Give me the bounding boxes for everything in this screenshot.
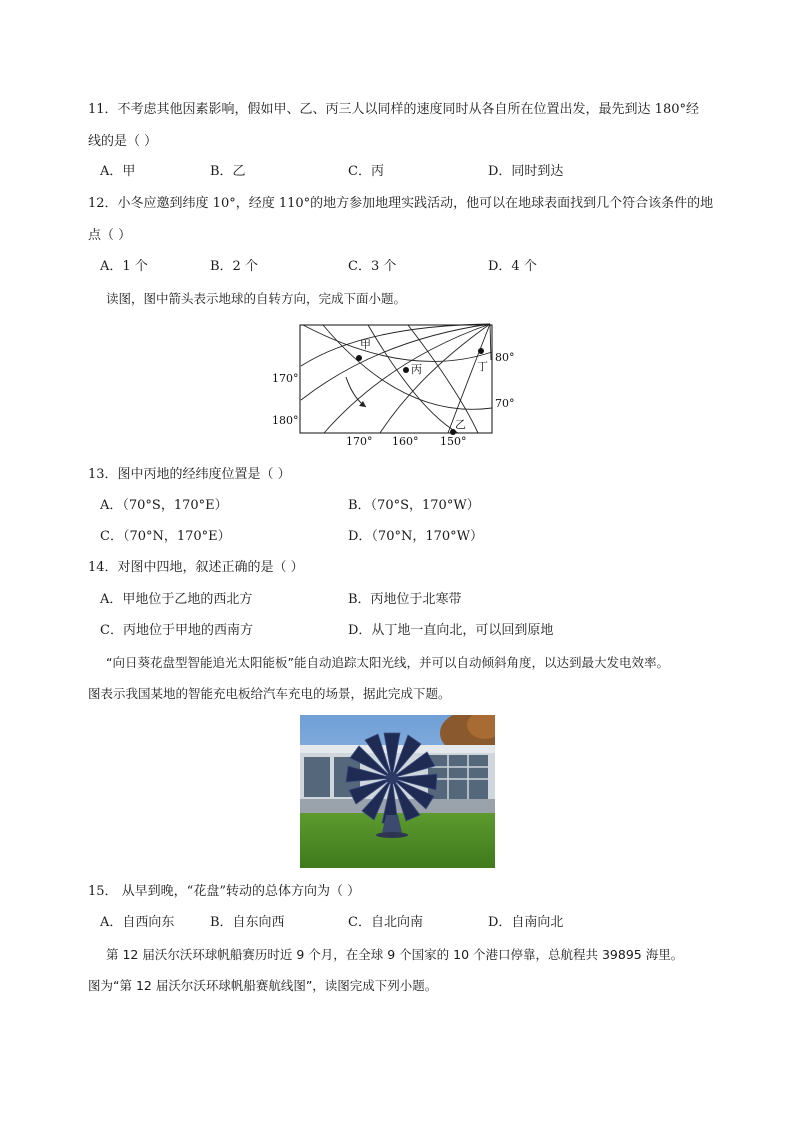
solar-intro-line1: “向日葵花盘型智能追光太阳能板”能自动追踪太阳光线，并可以自动倾斜角度，以达到最大发电效率。 bbox=[106, 655, 669, 670]
q12-option-c: C．3 个 bbox=[348, 259, 397, 274]
point-jia bbox=[356, 355, 362, 361]
q12-option-b: B．2 个 bbox=[210, 259, 258, 274]
q13-option-d: D．（70°N，170°W） bbox=[348, 529, 484, 544]
q12-stem-line2: 点（ ） bbox=[88, 228, 132, 243]
q14-stem: 14．对图中四地，叙述正确的是（ ） bbox=[88, 560, 304, 575]
q15-option-c: C．自北向南 bbox=[348, 915, 423, 930]
q11-stem-line1: 11．不考虑其他因素影响，假如甲、乙、丙三人以同样的速度同时从各自所在位置出发，最先到达 180°经 bbox=[88, 102, 699, 117]
q14-option-d: D．从丁地一直向北，可以回到原地 bbox=[348, 623, 554, 638]
bottom-label-150: 150° bbox=[440, 435, 467, 448]
label-yi: 乙 bbox=[455, 418, 466, 431]
label-jia: 甲 bbox=[360, 338, 371, 351]
race-intro-line2: 图为“第 12 届沃尔沃环球帆船赛航线图”，读图完成下列小题。 bbox=[88, 978, 438, 993]
q11-option-c: C．丙 bbox=[348, 164, 384, 179]
q12-stem-line1: 12．小冬应邀到纬度 10°，经度 110°的地方参加地理实践活动，他可以在地球表面找到几个符合该条件的地 bbox=[88, 196, 714, 211]
map-intro: 读图，图中箭头表示地球的自转方向，完成下面小题。 bbox=[106, 291, 407, 306]
right-label-80: 80° bbox=[495, 351, 515, 364]
race-intro-line1: 第 12 届沃尔沃环球帆船赛历时近 9 个月，在全球 9 个国家的 10 个港口停靠，总航程共 39895 海里。 bbox=[106, 947, 684, 962]
q11-stem-line2: 线的是（ ） bbox=[88, 134, 158, 149]
q11-option-a: A．甲 bbox=[100, 164, 136, 179]
q15-option-b: B．自东向西 bbox=[210, 915, 285, 930]
label-bing: 丙 bbox=[411, 363, 422, 376]
map-frame bbox=[300, 325, 492, 433]
q11-option-d: D．同时到达 bbox=[488, 164, 564, 179]
q13-option-b: B．（70°S，170°W） bbox=[348, 498, 480, 513]
q13-option-a: A．（70°S，170°E） bbox=[100, 498, 228, 513]
q12-option-d: D．4 个 bbox=[488, 259, 537, 274]
label-ding: 丁 bbox=[477, 360, 488, 373]
point-ding bbox=[478, 348, 484, 354]
q15-option-d: D．自南向北 bbox=[488, 915, 564, 930]
right-label-70: 70° bbox=[495, 397, 515, 410]
bottom-label-170: 170° bbox=[346, 435, 373, 448]
left-label-180: 180° bbox=[272, 414, 299, 427]
point-bing bbox=[403, 367, 409, 373]
meridian-lines bbox=[301, 324, 491, 433]
graticule-map bbox=[268, 320, 520, 452]
solar-panel-photo bbox=[300, 715, 495, 868]
q13-option-c: C．（70°N，170°E） bbox=[100, 529, 231, 544]
q15-option-a: A．自西向东 bbox=[100, 915, 175, 930]
q13-stem: 13．图中丙地的经纬度位置是（ ） bbox=[88, 467, 291, 482]
q12-option-a: A．1 个 bbox=[100, 259, 148, 274]
q14-option-c: C．丙地位于甲地的西南方 bbox=[100, 623, 253, 638]
left-label-170: 170° bbox=[272, 372, 299, 385]
q14-option-b: B．丙地位于北寒带 bbox=[348, 592, 462, 607]
q15-stem: 15． 从早到晚，“花盘”转动的总体方向为（ ） bbox=[88, 884, 361, 899]
q14-option-a: A．甲地位于乙地的西北方 bbox=[100, 592, 253, 607]
bottom-label-160: 160° bbox=[392, 435, 419, 448]
q11-option-b: B．乙 bbox=[210, 164, 246, 179]
solar-intro-line2: 图表示我国某地的智能充电板给汽车充电的场景，据此完成下题。 bbox=[88, 686, 451, 701]
